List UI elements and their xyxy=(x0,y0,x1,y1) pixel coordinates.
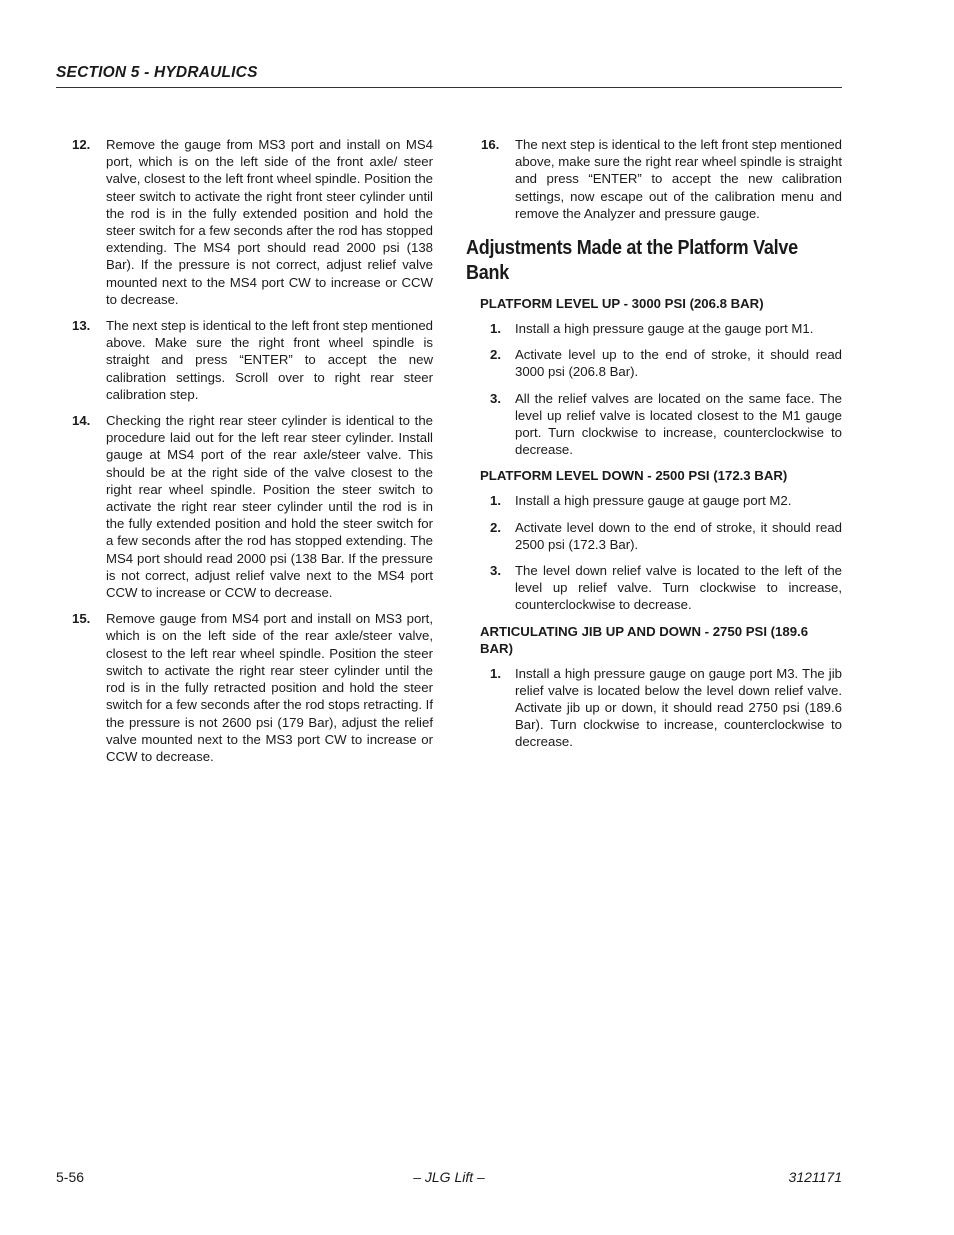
step-text: Activate level up to the end of stroke, it should read 3000 psi (206.8 Bar). xyxy=(515,347,842,380)
jib-step-1 xyxy=(490,665,842,751)
level-up-heading: PLATFORM LEVEL UP - 3000 PSI (206.8 BAR) xyxy=(480,296,764,312)
step-text: Remove the gauge from MS3 port and install on MS4 port, which is on the left side of the front axle/ steer valve, closest to the left front wheel spindle. Position the steer switch to activate the right front steer cylinder until the rod is in the fully extended position and hold the steer switch for a few seconds after the rod has stopped extending. The MS4 port should read 2000 psi (138 Bar). If the pressure is not correct, adjust relief valve mounted next to the MS4 port CW to increase or CCW to decrease. xyxy=(106,137,433,307)
step-text: Install a high pressure gauge at gauge port M2. xyxy=(515,493,792,509)
step-14 xyxy=(72,412,433,601)
left-column xyxy=(72,136,433,774)
step-text: Activate level down to the end of stroke, it should read 2500 psi (172.3 Bar). xyxy=(515,519,842,552)
step-text: The level down relief valve is located to the left of the level up relief valve. Turn clockwise to increase, counterclockwise to decrease. xyxy=(515,563,842,613)
step-text: Checking the right rear steer cylinder is identical to the procedure laid out for the left rear steer cylinder. Install gauge at MS4 port of the rear axle/steer valve. This should be at the right side of the valve closest to the right rear wheel spindle. Position the steer switch to activate the right rear steer cylinder until the rod is in the fully extended position and hold the steer switch for a few seconds after the rod has stopped extending. The MS4 port should read 2000 psi (138 Bar. If the pressure is not correct, adjust relief valve next to the MS4 port CCW to increase or CCW to decrease. xyxy=(106,413,433,601)
page-footer xyxy=(56,1169,842,1189)
step-number: 2. xyxy=(490,519,501,535)
level-down-step-3 xyxy=(490,562,842,614)
step-number: 1. xyxy=(490,665,501,681)
right-column xyxy=(466,136,842,760)
step-number: 1. xyxy=(490,321,501,337)
page-number: 5-56 xyxy=(56,1169,85,1185)
step-text: The next step is identical to the left front step mentioned above, make sure the right rear wheel spindle is straight and press “ENTER” to accept the new calibration settings, now escape out of the calibration menu and remove the Analyzer and pressure gauge. xyxy=(515,137,842,221)
section-title: SECTION 5 - HYDRAULICS xyxy=(56,64,258,81)
platform-valve-heading: Adjustments Made at the Platform Valve Bank xyxy=(466,237,798,285)
level-up-step-3 xyxy=(490,390,842,459)
step-number: 14. xyxy=(72,413,91,429)
step-number: 15. xyxy=(72,611,91,627)
step-number: 3. xyxy=(490,390,501,406)
level-down-step-2 xyxy=(490,519,842,553)
step-number: 1. xyxy=(490,493,501,509)
step-number: 13. xyxy=(72,318,91,334)
step-text: Install a high pressure gauge at the gauge port M1. xyxy=(515,321,814,337)
step-12 xyxy=(72,136,433,308)
step-text: Install a high pressure gauge on gauge port M3. The jib relief valve is located below the level down relief valve. Activate jib up or down, it should read 2750 psi (189.6 Bar). Turn clockwise to increase, counterclockwise to decrease. xyxy=(515,665,842,750)
level-down-step-1 xyxy=(490,492,842,509)
step-13 xyxy=(72,317,433,403)
step-number: 16. xyxy=(481,137,500,152)
document-number: 3121171 xyxy=(788,1169,842,1185)
section-header xyxy=(56,64,842,88)
jib-heading: ARTICULATING JIB UP AND DOWN - 2750 PSI (189.6 BAR) xyxy=(480,623,809,656)
footer-brand: – JLG Lift – xyxy=(413,1169,485,1185)
level-up-step-1 xyxy=(490,320,842,337)
step-text: All the relief valves are located on the same face. The level up relief valve is located closest to the M1 gauge port. Turn clockwise to increase, counterclockwise to decrease. xyxy=(515,390,842,458)
step-15 xyxy=(72,610,433,765)
step-text: The next step is identical to the left front step mentioned above. Make sure the right front wheel spindle is straight and press “ENTER” to accept the new calibration settings. Scroll over to right rear steer calibration step. xyxy=(106,318,433,402)
level-down-heading: PLATFORM LEVEL DOWN - 2500 PSI (172.3 BAR) xyxy=(480,468,788,484)
step-number: 3. xyxy=(490,563,501,579)
step-number: 2. xyxy=(490,347,501,363)
step-text: Remove gauge from MS4 port and install on MS3 port, which is on the left side of the rear axle/steer valve, closest to the left rear wheel spindle. Position the steer switch to activate the right rear steer cylinder until the rod is in the fully retracted position and hold the steer switch for a few seconds after the rod stops retracting. If the pressure is not 2600 psi (179 Bar), adjust the relief valve mounted next to the MS3 port CW to increase or CCW to decrease. xyxy=(106,611,433,764)
step-16 xyxy=(481,136,842,222)
level-up-step-2 xyxy=(490,346,842,380)
step-number: 12. xyxy=(72,137,91,152)
